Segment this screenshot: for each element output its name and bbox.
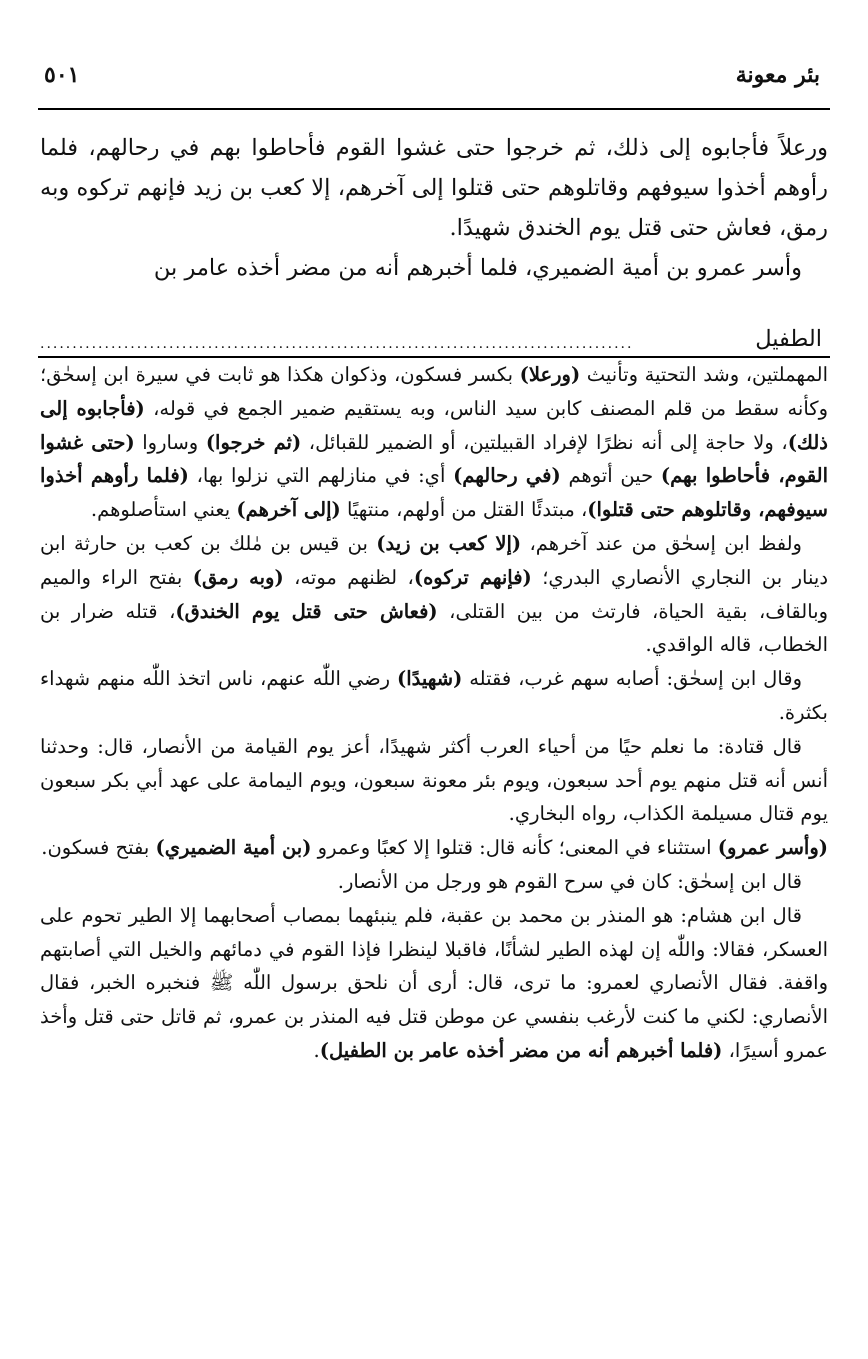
header-rule [38, 108, 830, 110]
main-paragraph-1 [40, 128, 828, 248]
commentary-paragraph [40, 831, 828, 865]
text-run: ، لظنهم موته، [283, 565, 414, 589]
quoted-term: (في رحالهم) [453, 464, 561, 488]
continued-word: الطفيل [749, 326, 822, 352]
commentary-paragraph [40, 527, 828, 662]
quoted-term: (بن أمية الضميري) [155, 836, 312, 860]
quoted-term: (وأسر عمرو) [717, 836, 828, 860]
commentary-paragraph [40, 358, 828, 527]
text-run: ، قتله ضرار بن الخطاب، قاله الواقدي. [40, 599, 828, 657]
quoted-term: (شهيدًا) [397, 667, 463, 691]
text-run: ولفظ ابن إسحٰق من عند آخرهم، [521, 531, 802, 555]
text-run: أي: في منازلهم التي نزلوا بها، [188, 464, 454, 488]
text-run: ، ولا حاجة إلى أنه نظرًا لإفراد القبيلتين، أو الضمير للقبائل، [301, 430, 788, 454]
commentary-paragraph [40, 899, 828, 1068]
quoted-term: (فإنهم تركوه) [413, 565, 532, 589]
text-run: بكسر فسكون، وذكوان هكذا هو ثابت في سيرة ابن إسحٰق؛ وكأنه سقط من قلم المصنف كابن سيد الناس، وبه يستقيم ضمير الجمع في قوله، [40, 363, 829, 420]
running-title: بئر معونة [735, 62, 820, 88]
commentary-paragraph [40, 865, 828, 899]
quoted-term: (فلما أخبرهم أنه من مضر أخذه عامر بن الطفيل) [319, 1038, 723, 1062]
main-line: وأسر عمرو بن أمية الضميري، فلما أخبرهم أنه من مضر أخذه عامر بن [153, 255, 802, 281]
text-run: رضي اللّٰه عنهم، ناس اتخذ اللّٰه منهم شهداء بكثرة. [40, 667, 828, 724]
quoted-term: (ورعلا) [519, 363, 581, 386]
page-header [40, 62, 828, 102]
quoted-term: (فلما رأوهم أخذوا سيوفهم، وقاتلوهم حتى قتلوا) [40, 464, 828, 522]
main-line: فلما رأوهم أخذوا سيوفهم وقاتلوهم حتى قتلوا إلى آخرهم، إلا كعب بن زيد فإنهم [40, 135, 828, 201]
text-run: ، مبتدئًا القتل من أولهم، منتهيًا [340, 498, 588, 522]
text-run: بن قيس بن مٰلك بن كعب بن حارثة ابن دينار بن النجاري الأنصاري البدري؛ [40, 531, 828, 589]
quoted-term: (إلا كعب بن زيد) [376, 531, 522, 555]
text-run: بفتح الراء والميم وبالقاف، بقية الحياة، فارتث من بين القتلى، [40, 565, 828, 623]
text-run: استثناء في المعنى؛ كأنه قال: قتلوا إلا كعبًا وعمرو [311, 836, 718, 860]
quoted-term: (حتى غشوا القوم، فأحاطوا بهم) [40, 430, 829, 488]
commentary-paragraph [40, 662, 828, 730]
quoted-term: (إلى آخرهم) [236, 498, 341, 522]
text-run: حين أتوهم [560, 464, 661, 488]
main-text [40, 128, 828, 288]
quoted-term: (فأجابوه إلى ذلك) [40, 396, 828, 454]
text-run: قال قتادة: ما نعلم حيًا من أحياء العرب أكثر شهيدًا، أعز يوم القيامة من الأنصار، قال: وحدثنا أنس أنه قتل منهم يوم أحد سبعون، ويوم بئر معونة سبعون، ويوم اليمامة على عهد أبي بكر سبعون يوم قتال مسيلمة الكذاب، رواه البخاري. [40, 734, 828, 826]
text-run: يعني استأصلوهم. [90, 498, 237, 522]
main-line: ورعلاً فأجابوه إلى ذلك، ثم خرجوا حتى غشوا القوم فأحاطوا بهم في رحالهم، [88, 135, 828, 161]
main-continuation [40, 326, 828, 358]
text-run: وقال ابن إسحٰق: أصابه سهم غرب، فقتله [462, 667, 803, 691]
dotted-leader: ............................................................................................ [40, 336, 634, 352]
text-run: قال ابن هشام: هو المنذر بن محمد بن عقبة، فلم ينبئهما بمصاب أصحابهما إلا الطير تحوم على العسكر، فقالا: واللّٰه إن لهذه الطير لشأنًا، فاقبلا لينظرا فإذا القوم في دمائهم والخيل التي أصابتهم واقفة. فقال الأنصاري لعمرو: ما ترى، قال: أرى أن نلحق برسول اللّٰه ﷺ فنخبره الخبر، فقال الأنصاري: لكني ما كنت لأرغب بنفسي عن موطن قتل فيه المنذر بن عمرو، ثم قاتل حتى قتل وأخذ عمرو أسيرًا، [40, 903, 828, 1062]
text-run: بفتح فسكون. [41, 836, 156, 860]
commentary-text [40, 358, 828, 1068]
text-run: وساروا [134, 430, 206, 454]
text-run: قال ابن إسحٰق: كان في سرح القوم هو ورجل من الأنصار. [337, 869, 802, 893]
quoted-term: (وبه رمق) [192, 565, 284, 589]
commentary-paragraph [40, 730, 828, 831]
text-run: المهملتين، وشد التحتية وتأنيث [580, 363, 829, 386]
text-run: . [313, 1038, 320, 1062]
main-line: تركوه وبه رمق، فعاش حتى قتل يوم الخندق شهيدًا. [40, 175, 828, 241]
quoted-term: (فعاش حتى قتل يوم الخندق) [175, 599, 438, 623]
page-number: ٥٠١ [44, 62, 80, 88]
main-paragraph-2 [40, 248, 828, 288]
quoted-term: (ثم خرجوا) [205, 430, 302, 454]
